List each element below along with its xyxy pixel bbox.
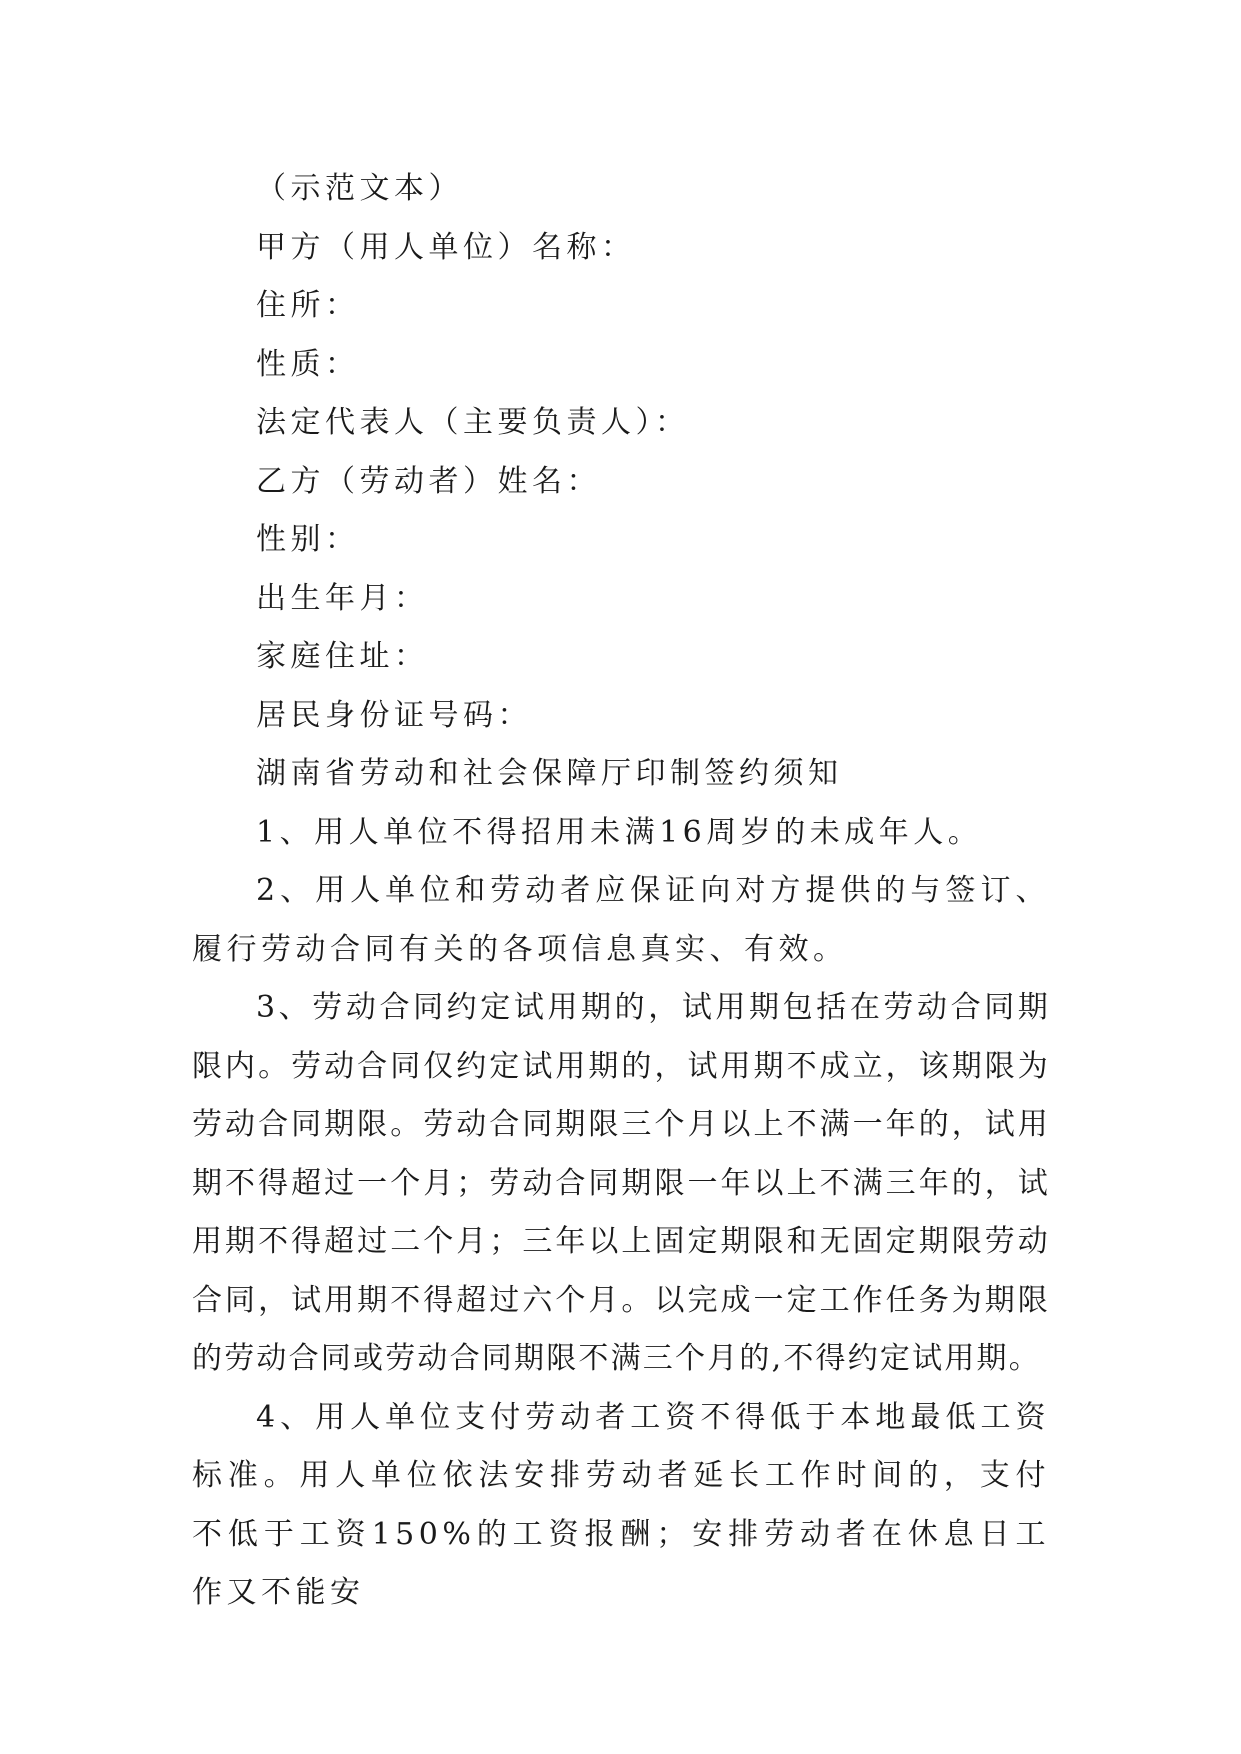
field-employer-nature: 性质： xyxy=(256,346,360,382)
document-body xyxy=(192,160,1050,1623)
document-subtitle: （示范文本） xyxy=(256,171,463,206)
field-employee-birth: 出生年月： xyxy=(256,580,429,616)
field-employee-name: 乙方（劳动者）姓名： xyxy=(256,463,601,499)
field-employer-name: 甲方（用人单位）名称： xyxy=(256,229,636,265)
field-employer-address: 住所： xyxy=(256,288,360,323)
notice-item-2: 2、用人单位和劳动者应保证向对方提供的与签订、履行劳动合同有关的各项信息真实、有效。 xyxy=(192,873,1050,967)
notice-item-1: 1、用人单位不得招用未满16周岁的未成年人。 xyxy=(256,814,983,850)
field-employee-gender: 性别： xyxy=(256,522,360,557)
field-employee-home-address: 家庭住址： xyxy=(256,639,429,674)
field-employee-id-number: 居民身份证号码： xyxy=(256,697,532,733)
notice-title: 湖南省劳动和社会保障厅印制签约须知 xyxy=(256,756,843,791)
notice-item-3: 3、劳动合同约定试用期的，试用期包括在劳动合同期限内。劳动合同仅约定试用期的，试用期不成立，该期限为劳动合同期限。劳动合同期限三个月以上不满一年的，试用期不得超过一个月；劳动合同期限一年以上不满三年的，试用期不得超过二个月；三年以上固定期限和无固定期限劳动合同，试用期不得超过六个月。以完成一定工作任务为期限的劳动合同或劳动合同期限不满三个月的,不得约定试用期。 xyxy=(192,990,1050,1376)
notice-item-4: 4、用人单位支付劳动者工资不得低于本地最低工资标准。用人单位依法安排劳动者延长工作时间的，支付不低于工资150%的工资报酬；安排劳动者在休息日工作又不能安 xyxy=(192,1399,1050,1610)
field-legal-representative: 法定代表人（主要负责人）： xyxy=(256,405,690,440)
